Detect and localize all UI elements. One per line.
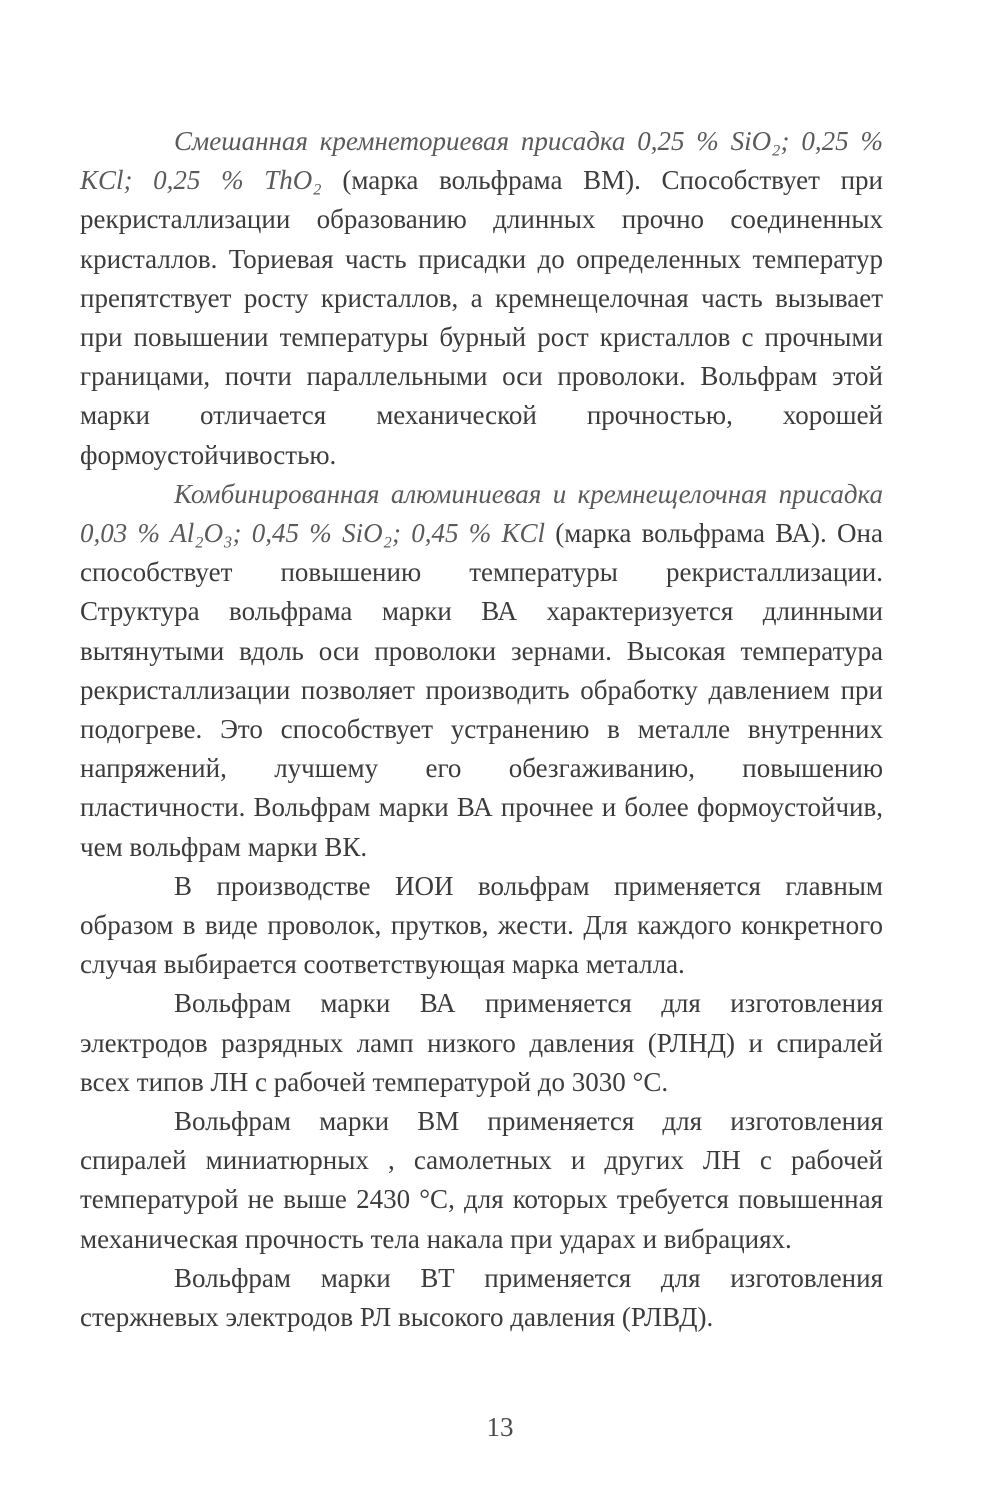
- paragraph-vt-usage: [80, 1259, 883, 1337]
- paragraph-vm-usage-text: Вольфрам марки ВМ применяется для изготовления спиралей миниатюрных , самолетных и других ЛН с рабочей температурой не выше 2430 °С, для которых требуется повышенная механическая прочность тела накала при ударах и вибрациях.: [80, 1106, 883, 1254]
- paragraph-vm-usage: [80, 1102, 883, 1259]
- paragraph-vm-additive: [80, 122, 883, 475]
- paragraph-va-usage-text: Вольфрам марки ВА применяется для изготовления электродов разрядных ламп низкого давления (РЛНД) и спиралей всех типов ЛН с рабочей температурой до 3030 °С.: [80, 988, 883, 1097]
- paragraph-ioi-production-text: В производстве ИОИ вольфрам применяется главным образом в виде проволок, прутков, жести. Для каждого конкретного случая выбирается соответствующая марка металла.: [80, 870, 883, 980]
- paragraph-ioi-production: [80, 867, 883, 985]
- paragraph-va-usage: [80, 984, 883, 1102]
- paragraph-va-additive: [80, 475, 883, 867]
- paragraph-va-additive-term: Комбинированная алюминиевая и кремнещелочная присадка 0,03 % Al₂O₃; 0,45 % SiO₂; 0,45 % KCl: [80, 478, 883, 549]
- page-body: [80, 122, 883, 1337]
- paragraph-vt-usage-text: Вольфрам марки ВТ применяется для изготовления стержневых электродов РЛ высокого давления (РЛВД).: [80, 1262, 883, 1333]
- page-number: 13: [486, 1412, 514, 1442]
- paragraph-va-additive-text: (марка вольфрама ВА). Она способствует повышению температуры рекристаллизации. Структура вольфрама марки ВА характеризуется длинными вытянутыми вдоль оси проволоки зернами. Высокая температура рекристаллизации позволяет производить обработку давлением при подогреве. Это способствует устранению в металле внутренних напряжений, лучшему его обезгаживанию, повышению пластичности. Вольфрам марки ВА прочнее и более формоустойчив, чем вольфрам марки ВК.: [80, 518, 883, 862]
- paragraph-vm-additive-term: Смешанная кремнеториевая присадка 0,25 % SiO₂; 0,25 % KCl; 0,25 % ThO₂: [80, 126, 883, 196]
- paragraph-vm-additive-text: (марка вольфрама ВМ). Способствует при рекристаллизации образованию длинных прочно соединенных кристаллов. Ториевая часть присадки до определенных температур препятствует росту кристаллов, а кремнещелочная часть вызывает при повышении температуры бурный рост кристаллов с прочными границами, почти параллельными оси проволоки. Вольфрам этой марки отличается механической прочностью, хорошей формоустойчивостью.: [80, 165, 883, 470]
